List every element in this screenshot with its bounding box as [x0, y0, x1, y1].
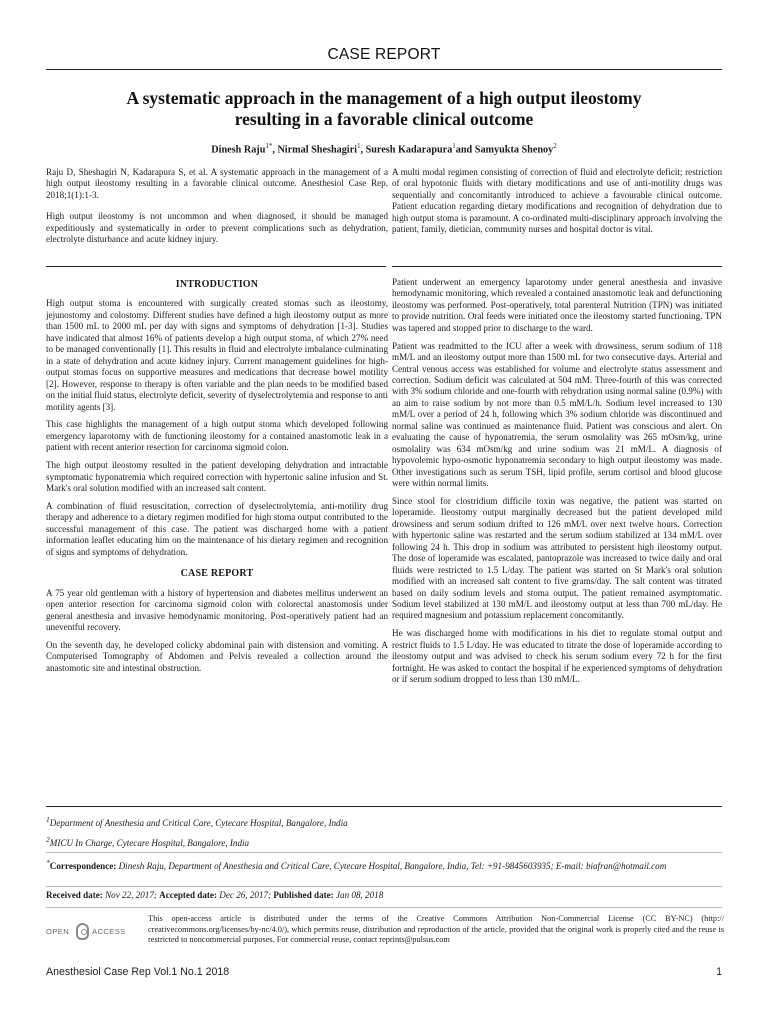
abstract-left	[46, 167, 388, 246]
abstract-right	[392, 167, 722, 236]
paragraph: A 75 year old gentleman with a history of hypertension and diabetes mellitus underwent an open anterior resection for carcinoma sigmoid colon with colorectal anastomosis under general anesthesia and invasive hemodynamic monitoring. Post-operatively patient had an uneventful recovery.	[46, 587, 388, 632]
paragraph: This case highlights the management of a high output stoma which developed following emergency laparotomy with de functioning ileostomy for a contained anastomotic leak in a patient with recent anterior resection for carcinoma sigmoid colon.	[46, 419, 388, 453]
article-title	[40, 88, 728, 130]
divider	[46, 886, 722, 887]
right-column	[392, 277, 722, 686]
author: Samyukta Shenoy	[474, 144, 554, 156]
author: Dinesh Raju	[211, 144, 266, 156]
paragraph: The high output ileostomy resulted in the patient developing dehydration and intractable symptomatic hyponatremia which required correction with hypertonic saline infusion and St. Mark's oral solution modified with an increased salt content.	[46, 460, 388, 494]
open-access-lock-icon	[76, 923, 89, 940]
title-line-2: resulting in a favorable clinical outcome	[234, 109, 534, 129]
open-access-logo: OPEN ACCESS	[46, 921, 142, 943]
author-list: Dinesh Raju$^{1*}$, Nirmal Sheshagiri$^1$, Suresh Kadarapura$^1$and Samyukta Shenoy$^2$	[211, 142, 557, 156]
paragraph: Since stool for clostridium difficile toxin was negative, the patient was started on loperamide. Ileostomy output marginally decreased but the patient developed mild drowsiness and serum sodium drifted to 126 mM/L over next twelve hours. Correction with hypertonic saline was restarted and the serum sodium stabilized at 134 mM/L over following 24 h. This drop in sodium was attributed to persistent high ileostomy output. The dose of loperamide was escalated, pantoprazole was increased to twice daily and oral fluids were restricted to 1.5 L/day. The patient was started on St Mark's oral solution modified with an increased salt content to five grams/day. The salt content was titrated based on daily sodium levels and stoma output. The patient remained asymptomatic. Sodium level stabilized at 130 mM/L and ileostomy output at less than 700 mL/day. He required magnesium and potassium replacement concomitantly.	[392, 495, 722, 621]
abstract-text: A multi modal regimen consisting of correction of fluid and electrolyte deficit; restriction of oral hypotonic fluids with dietary modifications and use of anti-motility drugs was sequentially and concomitantly introduced to achieve a favourable clinical outcome. Patient education regarding dietary modifications and recognition of dehydration due to high output stoma is paramount. A co-ordinated multi-disciplinary approach involving the patient, family, dietician, community nurses and hospital doctor is vital.	[392, 167, 722, 235]
divider	[46, 852, 722, 853]
paragraph: He was discharged home with modifications in his diet to regulate stomal output and restrict fluids to 1.5 L/day. He was educated to titrate the dose of loperamide according to ileostomy output and was advised to check his serum sodium every 72 h for the first fortnight. He was asked to contact the hospital if he experienced symptoms of dehydration or if serum sodium dropped to less than 130 mM/L.	[392, 628, 722, 685]
footnote-rule	[46, 806, 722, 807]
paragraph: Patient was readmitted to the ICU after a week with drowsiness, serum sodium of 118 mM/L and an ileostomy output more than 1500 mL for two consecutive days. Arterial and Central venous access was established for volume and electrolyte status assessment and correction. Sodium deficit was calculated at 504 mM. Three-fourth of this was corrected with 3% sodium chloride and one-fourth with rehydration using normal saline (0.9%) with an aim to raise sodium by not more than 0.5 mM/L/h. Sodium level increased to 130 mM/L over a period of 24 h, following which 3% sodium chloride was discontinued and normal saline was continued as maintenance fluid. Patient was conscious and alert. On evaluating the cause of hyponatremia, the serum osmolality was 265 mOsm/kg, urine osmolality was 634 mOsm/kg and urine sodium was 21 mM/L. A diagnosis of hypovolemic hypo-osmotic hyponatremia secondary to high output ileostomy was made. Other investigations such as serum TSH, lipid profile, serum cortisol and blood glucose were within normal limits.	[392, 340, 722, 489]
abstract-rule-left	[46, 266, 386, 267]
journal-footer: Anesthesiol Case Rep Vol.1 No.1 2018	[46, 966, 230, 978]
dates: Received date: Nov 22, 2017; Accepted date: Dec 26, 2017; Published date: Jan 08, 2018	[46, 890, 384, 900]
left-column	[46, 277, 388, 674]
abstract-rule-right	[392, 266, 722, 267]
title-line-1: A systematic approach in the management of a high output ileostomy	[126, 88, 642, 108]
header-rule	[46, 69, 722, 70]
introduction-heading: INTRODUCTION	[175, 279, 259, 290]
paragraph: A combination of fluid resuscitation, correction of dyselectrolytemia, anti-motility drug therapy and adherence to a dietary regimen modified for high stoma output contributed to the successful management of this case. The patient was discharged home with a patient information leaflet educating him on the maintenance of his dietary regimen and recognition of signs and symptoms of dehydration.	[46, 500, 388, 557]
author: Nirmal Sheshagiri	[277, 144, 357, 156]
case-report-heading: CASE REPORT	[180, 568, 254, 580]
abstract-summary: High output ileostomy is not uncommon and when diagnosed, it should be managed expeditiously and systematically in order to prevent complications such as dehydration, electrolyte disturbance and acute kidney injury.	[46, 211, 388, 245]
affiliation: $^1$Department of Anesthesia and Critical Care, Cytecare Hospital, Bangalore, India	[46, 815, 348, 829]
paragraph: On the seventh day, he developed colicky abdominal pain with distension and vomiting. A Computerised Tomography of Abdomen and Pelvis revealed a collection around the anastomotic site and intestinal obstruction.	[46, 639, 388, 673]
author: Suresh Kadarapura	[365, 144, 453, 156]
license-text: This open-access article is distributed under the terms of the Creative Commons Attribution Non-Commercial License (CC BY-NC) (http:// creativecommons.org/licenses/by-nc/4.0/), which permits reuse, distribution and reproduction of the article, provided that the original work is properly cited and the reuse is restricted to noncommercial purposes. For commercial reuse, contact reprints@pulsus.com	[148, 914, 724, 945]
correspondence: *Correspondence: Dinesh Raju, Department of Anesthesia and Critical Care, Cytecare Hospital, Bangalore, India, Tel: +91-9845603935; E-mail: biafran@hotmail.com	[46, 858, 667, 872]
paragraph: High output stoma is encountered with surgically created stomas such as ileostomy, jejunostomy and colostomy. Different studies have defined a high ileostomy output as more than 1500 mL to 2000 mL per day with signs and symptoms of dehydration [1-3]. Studies have indicated that almost 16% of patients develop a high output stoma, of which 27% need to be managed conventionally [1]. This results in fluid and electrolyte imbalance culminating in a state of dehydration and acute kidney injury. Current management guidelines for high-output stomas focus on supportive measures and medications that decrease bowel motility [2]. However, response to therapy is often variable and the plan needs to be modified based on the initial fluid status, electrolyte deficit, severity of dyselectrolytemia and response to anti motility agents [3].	[46, 298, 388, 412]
paragraph: Patient underwent an emergency laparotomy under general anesthesia and invasive hemodynamic monitoring, which revealed a contained anastomotic leak and defunctioning ileostomy was performed. Post-operatively, total parenteral Nutrition (TPN) was initiated to provide nutrition. Oral feeds were initiated once the ileostomy started functioning. TPN was tapered and stopped prior to discharge to the ward.	[392, 277, 722, 333]
affiliation: $^2$MICU In Charge, Cytecare Hospital, Bangalore, India	[46, 835, 250, 849]
divider	[46, 907, 722, 908]
section-label: CASE REPORT	[327, 46, 441, 63]
page-number: 1	[716, 966, 722, 978]
citation: Raju D, Sheshagiri N, Kadarapura S, et al. A systematic approach in the management of a high output ileostomy resulting in a favorable clinical outcome. Anesthesiol Case Rep. 2018;1(1):1-3.	[46, 167, 388, 200]
